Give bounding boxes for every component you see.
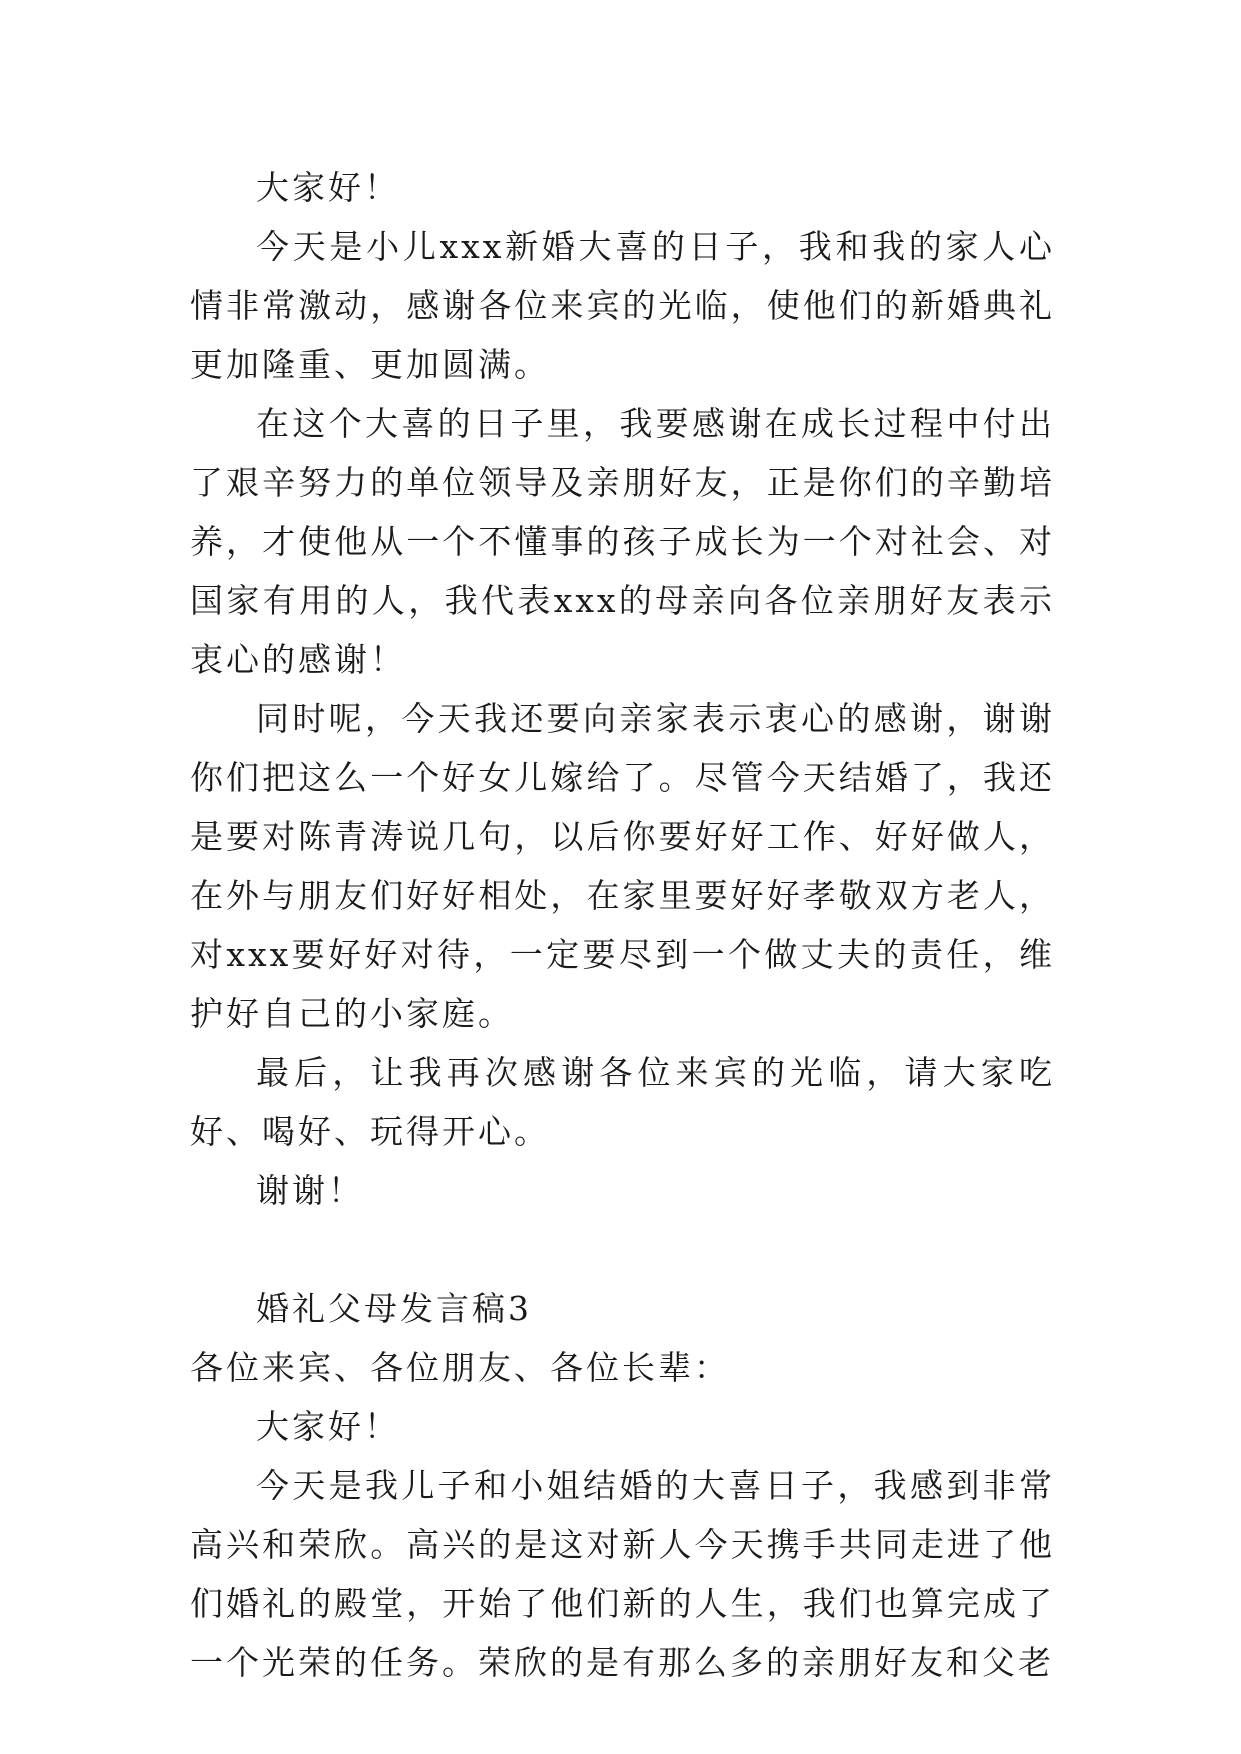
- greeting-1: 大家好！: [256, 168, 400, 207]
- paragraph-5: 今天是我儿子和小姐结婚的大喜日子，我感到非常高兴和荣欣。高兴的是这对新人今天携手共同走进了他们婚礼的殿堂，开始了他们新的人生，我们也算完成了一个光荣的任务。荣欣的是有那么多的亲朋好友和父老: [190, 1466, 1055, 1682]
- paragraph-4: 最后，让我再次感谢各位来宾的光临，请大家吃好、喝好、玩得开心。: [190, 1053, 1055, 1151]
- paragraph-2: 在这个大喜的日子里，我要感谢在成长过程中付出了艰辛努力的单位领导及亲朋好友，正是你们的辛勤培养，才使他从一个不懂事的孩子成长为一个对社会、对国家有用的人，我代表xxx的母亲向各位亲朋好友表示衷心的感谢！: [190, 404, 1055, 679]
- paragraph-3: 同时呢，今天我还要向亲家表示衷心的感谢，谢谢你们把这么一个好女儿嫁给了。尽管今天结婚了，我还是要对陈青涛说几句，以后你要好好工作、好好做人，在外与朋友们好好相处，在家里要好好孝敬双方老人，对xxx要好好对待，一定要尽到一个做丈夫的责任，维护好自己的小家庭。: [190, 699, 1055, 1033]
- greeting-2: 大家好！: [256, 1407, 400, 1446]
- section-gap: [190, 1220, 1055, 1279]
- paragraph-1: 今天是小儿xxx新婚大喜的日子，我和我的家人心情非常激动，感谢各位来宾的光临，使他们的新婚典礼更加隆重、更加圆满。: [190, 227, 1055, 384]
- salutation: 各位来宾、各位朋友、各位长辈：: [190, 1348, 730, 1387]
- section-title: 婚礼父母发言稿3: [256, 1289, 532, 1328]
- thanks-line: 谢谢！: [256, 1171, 364, 1210]
- document-body: [190, 158, 1055, 1692]
